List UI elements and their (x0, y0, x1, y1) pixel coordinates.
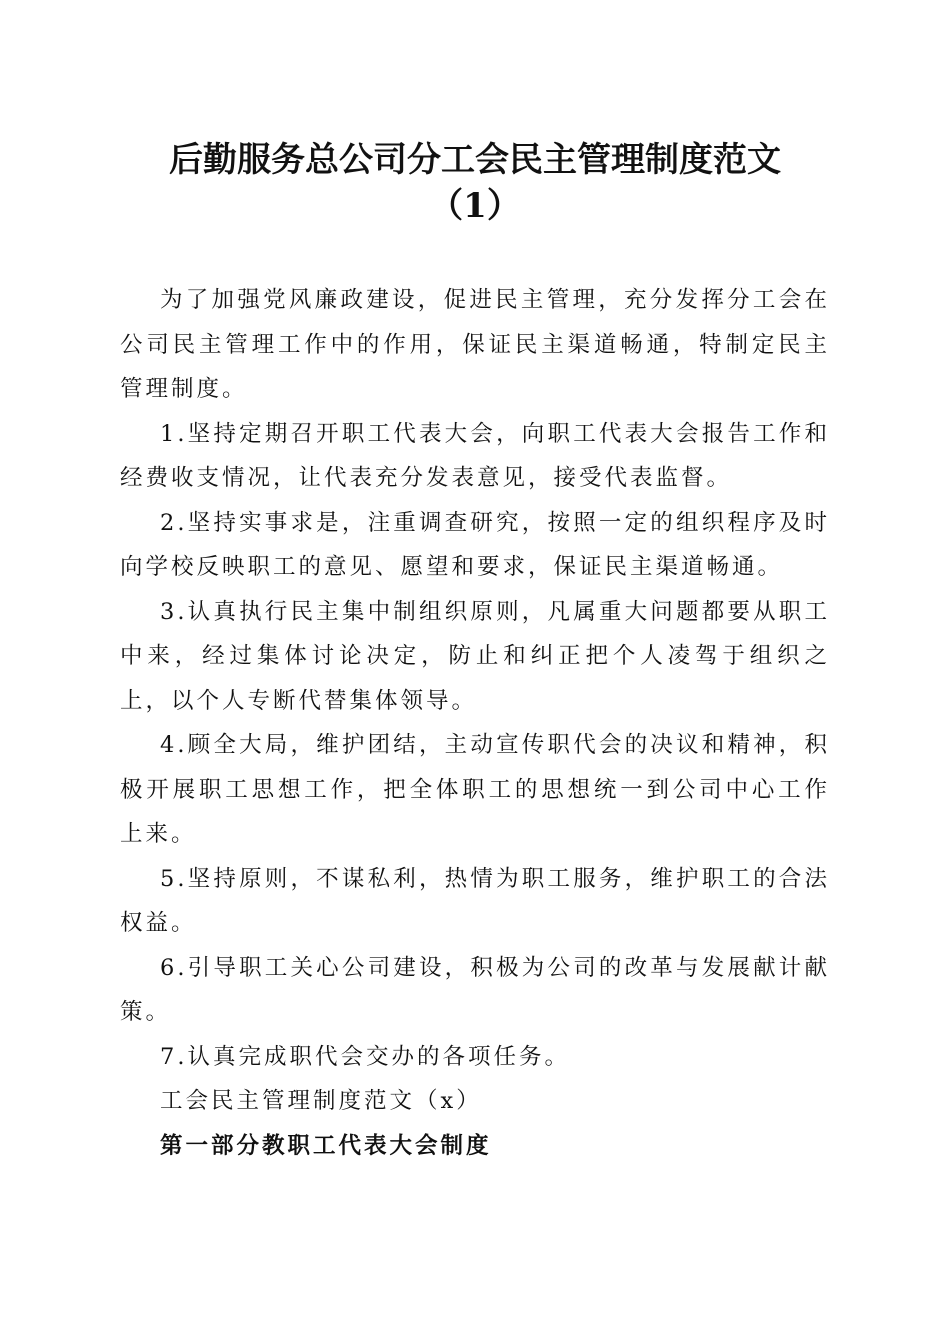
document-body (120, 278, 830, 1168)
section-heading: 工会民主管理制度范文（x） (160, 1088, 482, 1114)
rule-item-6: 6.引导职工关心公司建设，积极为公司的改革与发展献计献策。 (120, 954, 830, 1025)
rule-item-2: 2.坚持实事求是，注重调查研究，按照一定的组织程序及时向学校反映职工的意见、愿望和要求，保证民主渠道畅通。 (120, 509, 830, 580)
rule-item-1: 1.坚持定期召开职工代表大会，向职工代表大会报告工作和经费收支情况，让代表充分发表意见，接受代表监督。 (120, 420, 830, 491)
document-title: 后勤服务总公司分工会民主管理制度范文 (169, 140, 781, 180)
rule-item-3: 3.认真执行民主集中制组织原则，凡属重大问题都要从职工中来，经过集体讨论决定，防止和纠正把个人凌驾于组织之上，以个人专断代替集体领导。 (120, 598, 830, 714)
intro-paragraph: 为了加强党风廉政建设，促进民主管理，充分发挥分工会在公司民主管理工作中的作用，保证民主渠道畅通，特制定民主管理制度。 (120, 287, 830, 402)
rule-item-5: 5.坚持原则，不谋私利，热情为职工服务，维护职工的合法权益。 (120, 865, 830, 936)
rule-item-7: 7.认真完成职代会交办的各项任务。 (160, 1043, 570, 1070)
document-title-number: （1） (429, 186, 521, 226)
part-heading: 第一部分教职工代表大会制度 (160, 1132, 492, 1159)
rule-item-4: 4.顾全大局，维护团结，主动宣传职代会的决议和精神，积极开展职工思想工作，把全体职工的思想统一到公司中心工作上来。 (120, 732, 830, 847)
